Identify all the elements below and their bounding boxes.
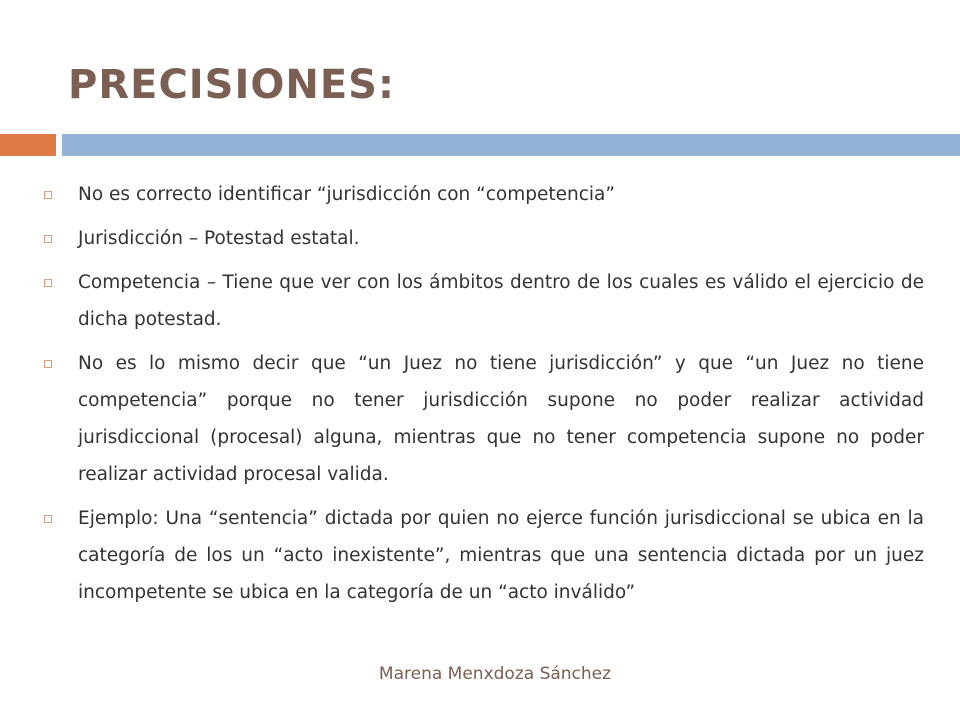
square-bullet-icon <box>44 360 52 368</box>
bullet-item <box>44 220 924 257</box>
square-bullet-icon <box>44 191 52 199</box>
square-bullet-icon <box>44 235 52 243</box>
bullet-item <box>44 345 924 493</box>
slide-footer-author: Marena Menxdoza Sánchez <box>378 664 612 684</box>
bullet-text: No es correcto identificar “jurisdicción con “competencia” <box>78 184 615 205</box>
bullet-item <box>44 500 924 611</box>
title-accent-bar-blue <box>62 134 960 156</box>
slide-title: PRECISIONES: <box>68 62 395 108</box>
bullet-item <box>44 176 924 213</box>
title-accent-bar-orange <box>0 134 56 156</box>
bullet-text: Jurisdicción – Potestad estatal. <box>78 228 360 249</box>
square-bullet-icon <box>44 515 52 523</box>
bullet-item <box>44 264 924 338</box>
bullet-text: Competencia – Tiene que ver con los ámbitos dentro de los cuales es válido el ejercicio de dicha potestad. <box>78 272 924 330</box>
square-bullet-icon <box>44 279 52 287</box>
bullet-list <box>44 176 924 618</box>
bullet-text: No es lo mismo decir que “un Juez no tiene jurisdicción” y que “un Juez no tiene competencia” porque no tener jurisdicción supone no poder realizar actividad jurisdiccional (procesal) alguna, mientras que no tener competencia supone no poder realizar actividad procesal valida. <box>78 353 924 485</box>
bullet-text: Ejemplo: Una “sentencia” dictada por quien no ejerce función jurisdiccional se ubica en la categoría de los un “acto inexistente”, mientras que una sentencia dictada por un juez incompetente se ubica en la categoría de un “acto inválido” <box>78 508 924 603</box>
